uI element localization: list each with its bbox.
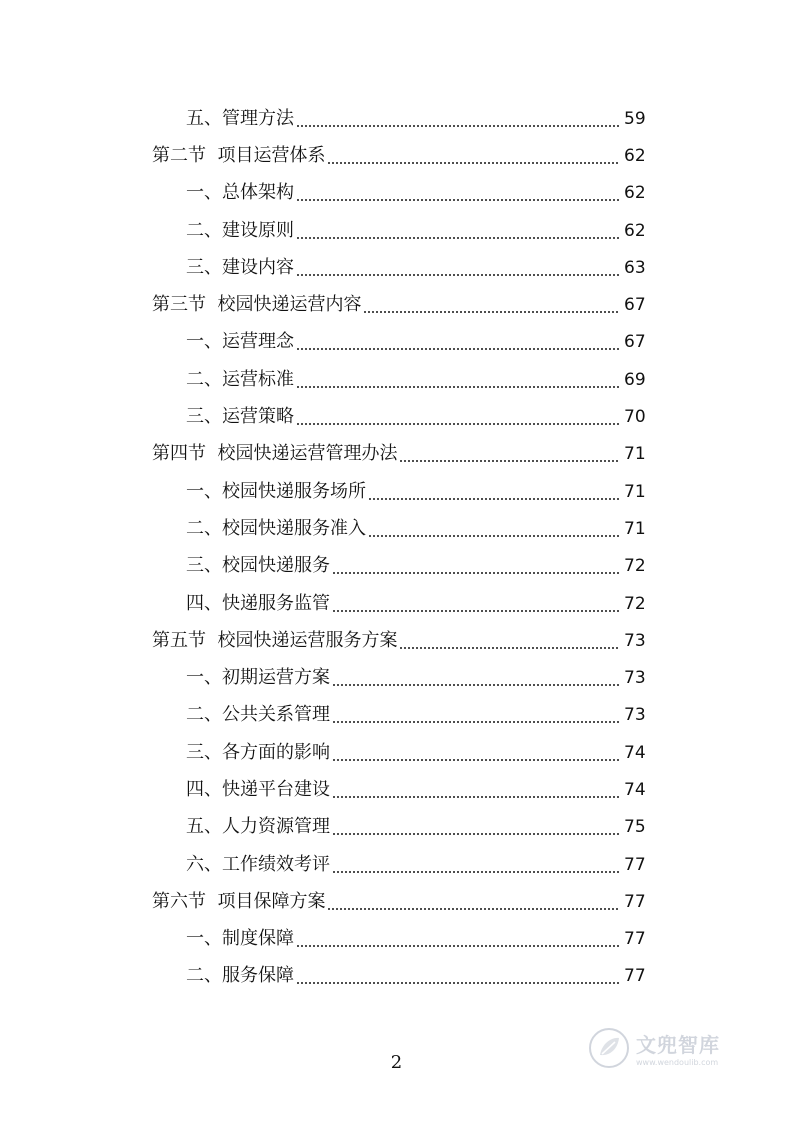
dot-leader bbox=[327, 162, 620, 164]
dot-leader bbox=[296, 199, 620, 201]
toc-entry[interactable] bbox=[0, 697, 793, 734]
dot-leader bbox=[296, 945, 620, 947]
toc-entry-label: 五、人力资源管理 bbox=[186, 816, 330, 838]
toc-entry-label: 一、运营理念 bbox=[186, 331, 294, 353]
toc-entry-page: 72 bbox=[624, 593, 646, 614]
toc-entry-label: 三、运营策略 bbox=[186, 406, 294, 428]
toc-section-page: 73 bbox=[624, 630, 646, 651]
toc-entry[interactable] bbox=[0, 473, 793, 510]
toc-entry[interactable] bbox=[0, 324, 793, 361]
toc-entry-page: 71 bbox=[624, 518, 646, 539]
dot-leader bbox=[296, 274, 620, 276]
dot-leader bbox=[332, 684, 620, 686]
toc-entry[interactable] bbox=[0, 398, 793, 435]
dot-leader bbox=[332, 871, 620, 873]
toc-entry[interactable] bbox=[0, 175, 793, 212]
toc-section-page: 71 bbox=[624, 444, 646, 465]
toc-entry-page: 71 bbox=[624, 481, 646, 502]
toc-entry-label: 三、各方面的影响 bbox=[186, 741, 330, 763]
toc-section-label: 第六节 项目保障方案 bbox=[152, 890, 326, 912]
dot-leader bbox=[296, 386, 620, 388]
toc-entry-label: 二、服务保障 bbox=[186, 965, 294, 987]
toc-entry[interactable] bbox=[0, 734, 793, 771]
toc-entry[interactable] bbox=[0, 249, 793, 286]
toc-entry-label: 三、建设内容 bbox=[186, 256, 294, 278]
dot-leader bbox=[332, 796, 620, 798]
toc-entry[interactable] bbox=[0, 585, 793, 622]
dot-leader bbox=[399, 460, 620, 462]
toc-section[interactable] bbox=[0, 883, 793, 920]
toc-entry[interactable] bbox=[0, 361, 793, 398]
toc-entry-page: 62 bbox=[624, 220, 646, 241]
toc-entry-page: 63 bbox=[624, 257, 646, 278]
dot-leader bbox=[368, 498, 620, 500]
toc-entry[interactable] bbox=[0, 809, 793, 846]
watermark-name: 文兜智库 bbox=[636, 1033, 720, 1057]
toc-entry[interactable] bbox=[0, 771, 793, 808]
dot-leader bbox=[332, 759, 620, 761]
toc-entry-page: 67 bbox=[624, 332, 646, 353]
toc-entry-label: 一、初期运营方案 bbox=[186, 667, 330, 689]
toc-entry[interactable] bbox=[0, 921, 793, 958]
toc-entry-page: 77 bbox=[624, 929, 646, 950]
toc-section[interactable] bbox=[0, 622, 793, 659]
toc-entry-label: 一、制度保障 bbox=[186, 928, 294, 950]
toc-entry-label: 六、工作绩效考评 bbox=[186, 853, 330, 875]
toc-entry-page: 70 bbox=[624, 407, 646, 428]
toc-entry-label: 二、运营标准 bbox=[186, 368, 294, 390]
dot-leader bbox=[296, 348, 620, 350]
toc-entry-label: 二、建设原则 bbox=[186, 219, 294, 241]
toc-section-page: 77 bbox=[624, 891, 646, 912]
page-number: 2 bbox=[390, 1052, 403, 1073]
toc-entry[interactable] bbox=[0, 659, 793, 696]
toc-entry-page: 72 bbox=[624, 556, 646, 577]
toc-entry[interactable] bbox=[0, 846, 793, 883]
toc-entry[interactable] bbox=[0, 548, 793, 585]
toc-entry-page: 74 bbox=[624, 779, 646, 800]
watermark bbox=[588, 1020, 758, 1076]
dot-leader bbox=[296, 237, 620, 239]
dot-leader bbox=[332, 833, 620, 835]
toc-entry[interactable] bbox=[0, 510, 793, 547]
toc-entry[interactable] bbox=[0, 958, 793, 995]
toc-section-label: 第二节 项目运营体系 bbox=[152, 144, 326, 166]
toc-entry-label: 一、校园快递服务场所 bbox=[186, 480, 366, 502]
toc-entry-label: 四、快递服务监管 bbox=[186, 592, 330, 614]
toc-entry-page: 69 bbox=[624, 369, 646, 390]
toc-entry-page: 62 bbox=[624, 183, 646, 204]
toc-section-page: 62 bbox=[624, 145, 646, 166]
toc-entry-page: 59 bbox=[624, 108, 646, 129]
toc-section[interactable] bbox=[0, 436, 793, 473]
dot-leader bbox=[399, 647, 620, 649]
toc-section-label: 第四节 校园快递运营管理办法 bbox=[152, 443, 398, 465]
toc-entry-label: 三、校园快递服务 bbox=[186, 555, 330, 577]
dot-leader bbox=[327, 908, 620, 910]
watermark-url: www.wendoulib.com bbox=[636, 1058, 719, 1067]
toc-entry-page: 74 bbox=[624, 742, 646, 763]
toc-section-label: 第五节 校园快递运营服务方案 bbox=[152, 629, 398, 651]
toc-entry-page: 77 bbox=[624, 966, 646, 987]
dot-leader bbox=[332, 572, 620, 574]
toc-entry[interactable] bbox=[0, 100, 793, 137]
toc-entry-label: 二、校园快递服务准入 bbox=[186, 517, 366, 539]
toc-entry-label: 五、管理方法 bbox=[186, 107, 294, 129]
leaf-logo-icon bbox=[588, 1027, 630, 1069]
toc-section-page: 67 bbox=[624, 295, 646, 316]
toc-entry[interactable] bbox=[0, 212, 793, 249]
toc-entry-page: 77 bbox=[624, 854, 646, 875]
table-of-contents bbox=[0, 100, 793, 995]
dot-leader bbox=[363, 311, 620, 313]
dot-leader bbox=[296, 423, 620, 425]
dot-leader bbox=[332, 610, 620, 612]
dot-leader bbox=[296, 982, 620, 984]
toc-entry-label: 二、公共关系管理 bbox=[186, 704, 330, 726]
dot-leader bbox=[332, 721, 620, 723]
toc-entry-label: 四、快递平台建设 bbox=[186, 778, 330, 800]
toc-section[interactable] bbox=[0, 286, 793, 323]
dot-leader bbox=[368, 535, 620, 537]
toc-entry-page: 73 bbox=[624, 705, 646, 726]
toc-section-label: 第三节 校园快递运营内容 bbox=[152, 294, 362, 316]
dot-leader bbox=[296, 125, 620, 127]
toc-entry-page: 75 bbox=[624, 817, 646, 838]
toc-entry-page: 73 bbox=[624, 668, 646, 689]
toc-entry-label: 一、总体架构 bbox=[186, 182, 294, 204]
toc-section[interactable] bbox=[0, 137, 793, 174]
